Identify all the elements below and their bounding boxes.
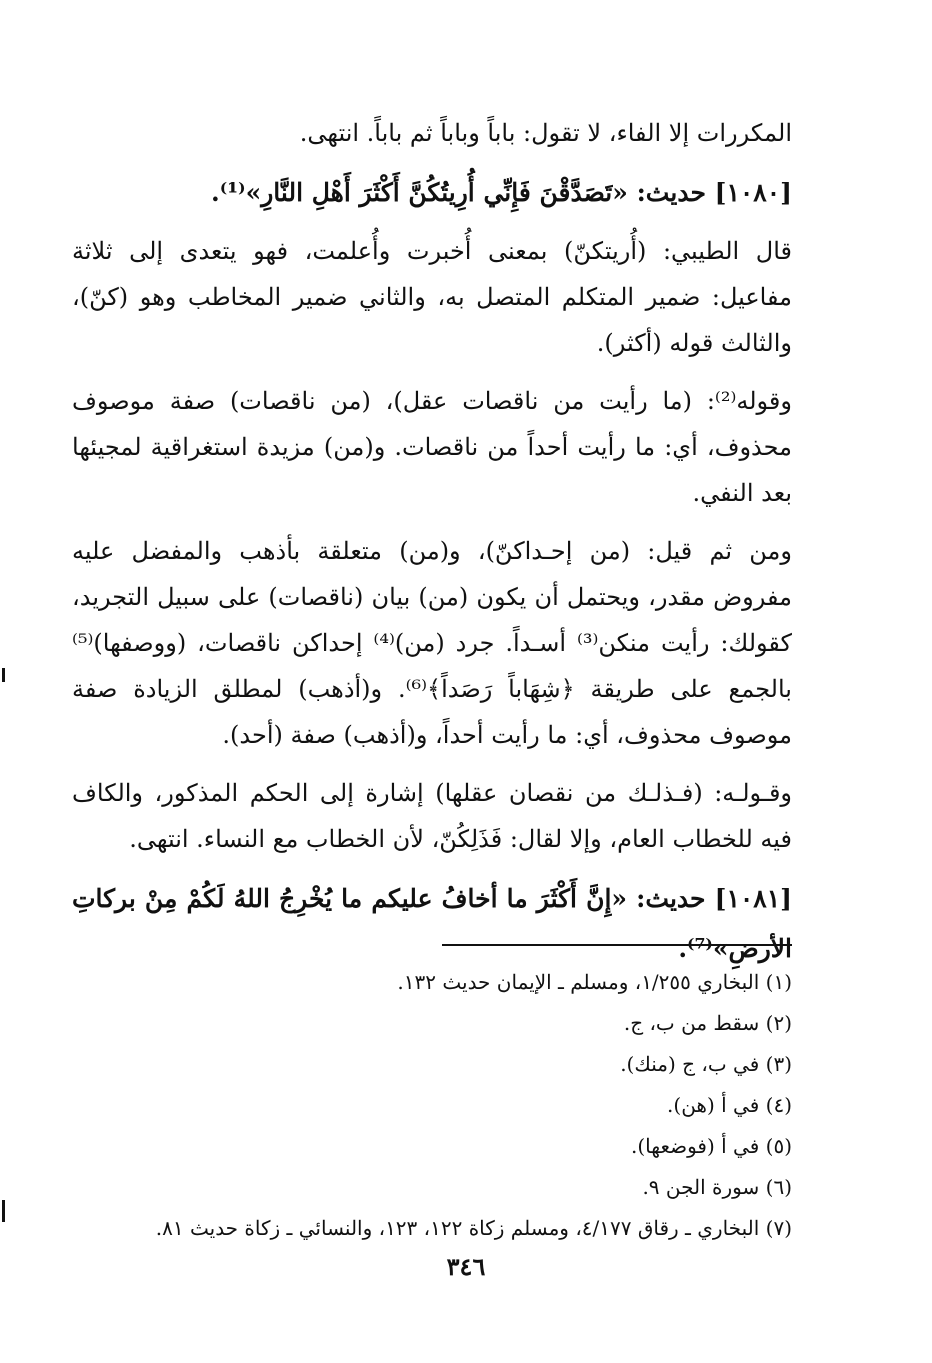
paragraph-continuation: المكررات إلا الفاء، لا تقول: باباً وباباً ثم باباً. انتهى. — [299, 119, 792, 147]
footnote-4: (٤) في أ (هن). — [667, 1093, 792, 1117]
footnote-6: (٦) سورة الجن ٩. — [642, 1175, 792, 1199]
footnote-2: (٢) سقط من ب، ج. — [623, 1011, 792, 1035]
footnote-divider — [442, 944, 792, 946]
page-number: ٣٤٦ — [446, 1252, 486, 1281]
scan-edge-mark — [2, 668, 5, 682]
footnote-5: (٥) في أ (فوضعها). — [630, 1134, 792, 1158]
hadith-1081-heading: [١٠٨١] حديث: «إِنَّ أَكْثَرَ ما أخافُ عليكم ما يُخْرِجُ اللهُ لَكُمْ مِنْ بركاتِ الأرضِ»⁽⁷⁾. — [72, 884, 792, 963]
footnotes — [72, 962, 792, 1249]
paragraph-min-thumma: ومن ثم قيل: (من إحـداكنّ)، و(من) متعلقة بأذهب والمفضل عليه مفروض مقدر، ويحتمل أن يكون (من) بيان (ناقصات) على سبيل التجريد، كقولك: رأيت منكن⁽³⁾ أسـداً. جرد (من)⁽⁴⁾ إحداكن ناقصات، (ووصفها)⁽⁵⁾ بالجمع على طريقة ﴿شِهَاباً رَصَداً﴾⁽⁶⁾. و(أذهب) لمطلق الزيادة صفة موصوف محذوف، أي: ما رأيت أحداً، و(أذهب) صفة (أحد). — [72, 537, 792, 749]
footnote-3: (٣) في ب، ج (منك). — [620, 1052, 792, 1076]
paragraph-tibi-commentary: قال الطيبي: (أُريتكنّ) بمعنى أُخبرت وأُعلمت، فهو يتعدى إلى ثلاثة مفاعيل: ضمير المتكلم المتصل به، والثاني ضمير المخاطب وهو (كنّ)، والثالث قوله (أكثر). — [72, 237, 792, 357]
paragraph-qawluhu-1: وقوله⁽²⁾: (ما رأيت من ناقصات عقل)، (من ناقصات) صفة موصوف محذوف، أي: ما رأيت أحداً من ناقصات. و(من) مزيدة استغراقية لمجيئها بعد النفي. — [72, 387, 792, 507]
paragraph-qawluhu-2: وقـولـه: (فـذلـك من نقصان عقلها) إشارة إلى الحكم المذكور، والكاف فيه للخطاب العام، وإلا لقال: فَذَلِكُنّ، لأن الخطاب مع النساء. انتهى. — [72, 779, 792, 853]
footnote-1: (١) البخاري ١/٢٥٥، ومسلم ـ الإيمان حديث ١٣٢. — [397, 970, 792, 994]
page-body — [72, 110, 792, 984]
footnote-7: (٧) البخاري ـ رقاق ٤/١٧٧، ومسلم زكاة ١٢٢، ١٢٣، والنسائي ـ زكاة حديث ٨١. — [155, 1216, 792, 1240]
hadith-1080-heading: [١٠٨٠] حديث: «تَصَدَّقْنَ فَإِنِّي أُرِيتُكُنَّ أَكْثَرَ أَهْلِ النَّارِ»⁽¹⁾. — [211, 178, 792, 207]
scan-edge-mark — [2, 1200, 5, 1222]
